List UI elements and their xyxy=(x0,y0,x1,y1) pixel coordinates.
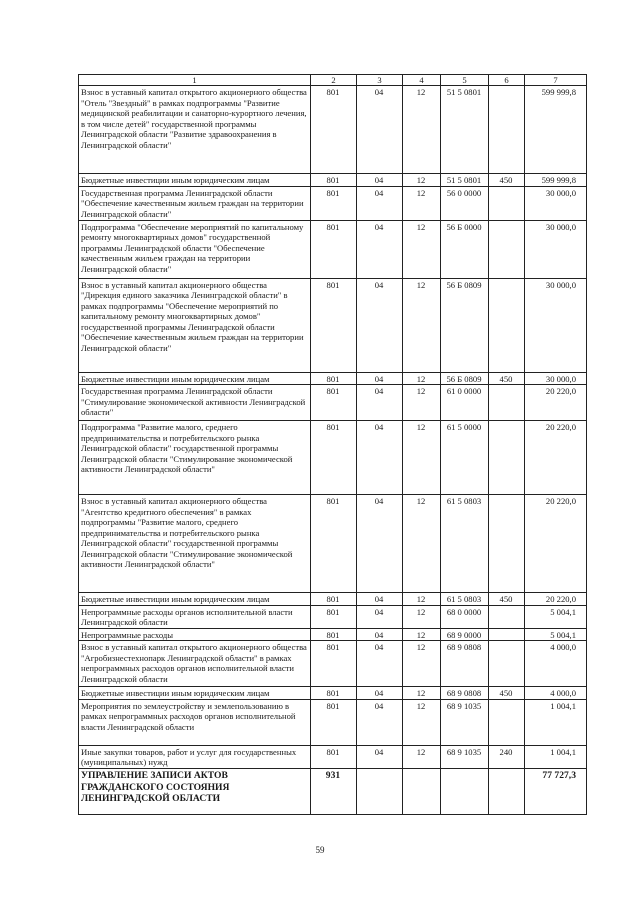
row-name-cell: Взнос в уставный капитал акционерного общества "Агентство кредитного обеспечения" в рамках подпрограммы "Развитие малого, среднего предпринимательства и потребительского рынка Ленинградской области" государственной программы Ленинградской области "Стимулирование экономической активности Ленинградской области" xyxy=(79,495,311,593)
row-col-7-cell: 30 000,0 xyxy=(525,278,587,372)
row-col-3-cell: 04 xyxy=(357,641,403,687)
row-col-4-cell: 12 xyxy=(403,641,441,687)
row-col-4-cell: 12 xyxy=(403,593,441,605)
row-name-cell: Государственная программа Ленинградской области "Обеспечение качественным жильем граждан на территории Ленинградской области" xyxy=(79,186,311,220)
row-col-6-cell xyxy=(489,641,525,687)
row-col-4-cell xyxy=(403,768,441,814)
row-col-5-cell: 51 5 0801 xyxy=(441,86,489,174)
row-col-6-cell xyxy=(489,186,525,220)
row-col-5-cell: 61 0 0000 xyxy=(441,385,489,421)
row-col-5-cell: 68 0 0000 xyxy=(441,605,489,628)
row-col-6-cell: 450 xyxy=(489,372,525,384)
row-col-3-cell: 04 xyxy=(357,495,403,593)
row-col-5-cell: 68 9 0808 xyxy=(441,687,489,699)
row-col-6-cell xyxy=(489,385,525,421)
row-col-5-cell: 56 Б 0809 xyxy=(441,372,489,384)
row-col-7-cell: 4 000,0 xyxy=(525,687,587,699)
row-col-7-cell: 30 000,0 xyxy=(525,186,587,220)
table-row xyxy=(79,495,587,593)
row-col-3-cell: 04 xyxy=(357,86,403,174)
row-col-6-cell xyxy=(489,220,525,278)
row-col-4-cell: 12 xyxy=(403,605,441,628)
row-col-4-cell: 12 xyxy=(403,174,441,186)
row-col-4-cell: 12 xyxy=(403,421,441,495)
row-col-2-cell: 931 xyxy=(311,768,357,814)
row-col-4-cell: 12 xyxy=(403,278,441,372)
table-row xyxy=(79,385,587,421)
row-col-4-cell: 12 xyxy=(403,699,441,745)
row-name-cell: Непрограммные расходы органов исполнительной власти Ленинградской области xyxy=(79,605,311,628)
row-col-7-cell: 4 000,0 xyxy=(525,641,587,687)
row-col-2-cell: 801 xyxy=(311,174,357,186)
row-col-6-cell xyxy=(489,605,525,628)
row-col-2-cell: 801 xyxy=(311,641,357,687)
row-col-5-cell: 61 5 0000 xyxy=(441,421,489,495)
row-col-3-cell: 04 xyxy=(357,220,403,278)
col-header-2: 2 xyxy=(311,75,357,86)
row-col-6-cell xyxy=(489,278,525,372)
row-col-7-cell: 1 004,1 xyxy=(525,699,587,745)
row-col-6-cell xyxy=(489,699,525,745)
row-col-4-cell: 12 xyxy=(403,745,441,768)
page-number: 59 xyxy=(315,845,325,855)
row-name-cell: Бюджетные инвестиции иным юридическим лицам xyxy=(79,372,311,384)
table-row xyxy=(79,745,587,768)
row-col-3-cell: 04 xyxy=(357,278,403,372)
row-col-5-cell: 61 5 0803 xyxy=(441,593,489,605)
row-col-3-cell: 04 xyxy=(357,745,403,768)
row-name-cell: УПРАВЛЕНИЕ ЗАПИСИ АКТОВ ГРАЖДАНСКОГО СОСТОЯНИЯ ЛЕНИНГРАДСКОЙ ОБЛАСТИ xyxy=(79,768,311,814)
row-col-7-cell: 30 000,0 xyxy=(525,372,587,384)
row-col-2-cell: 801 xyxy=(311,421,357,495)
table-row xyxy=(79,220,587,278)
row-name-cell: Подпрограмма "Обеспечение мероприятий по капитальному ремонту многоквартирных домов" государственной программы Ленинградской области "Обеспечение качественным жильем граждан на территории Ленинградской области" xyxy=(79,220,311,278)
row-col-5-cell: 61 5 0803 xyxy=(441,495,489,593)
row-col-2-cell: 801 xyxy=(311,699,357,745)
row-col-5-cell: 56 Б 0000 xyxy=(441,220,489,278)
col-header-7: 7 xyxy=(525,75,587,86)
row-col-6-cell xyxy=(489,628,525,640)
row-name-cell: Бюджетные инвестиции иным юридическим лицам xyxy=(79,593,311,605)
table-row xyxy=(79,186,587,220)
row-col-7-cell: 30 000,0 xyxy=(525,220,587,278)
row-name-cell: Мероприятия по землеустройству и землепользованию в рамках непрограммных расходов органов исполнительной власти Ленинградской области xyxy=(79,699,311,745)
row-col-2-cell: 801 xyxy=(311,605,357,628)
row-col-4-cell: 12 xyxy=(403,687,441,699)
row-col-5-cell: 56 0 0000 xyxy=(441,186,489,220)
row-col-6-cell xyxy=(489,768,525,814)
table-row xyxy=(79,641,587,687)
row-col-5-cell xyxy=(441,768,489,814)
row-name-cell: Взнос в уставный капитал открытого акционерного общества "Отель "Звездный" в рамках подпрограммы "Развитие медицинской реабилитации и санаторно-курортного лечения, в том числе детей" государственной программы Ленинградской области "Развитие здравоохранения в Ленинградской области" xyxy=(79,86,311,174)
row-col-3-cell: 04 xyxy=(357,605,403,628)
row-col-6-cell: 450 xyxy=(489,593,525,605)
row-col-3-cell: 04 xyxy=(357,372,403,384)
row-col-2-cell: 801 xyxy=(311,628,357,640)
row-col-3-cell: 04 xyxy=(357,628,403,640)
row-col-5-cell: 56 Б 0809 xyxy=(441,278,489,372)
row-col-7-cell: 5 004,1 xyxy=(525,628,587,640)
row-name-cell: Государственная программа Ленинградской области "Стимулирование экономической активности Ленинградской области" xyxy=(79,385,311,421)
row-col-5-cell: 68 9 0000 xyxy=(441,628,489,640)
row-col-2-cell: 801 xyxy=(311,687,357,699)
row-col-4-cell: 12 xyxy=(403,86,441,174)
row-col-2-cell: 801 xyxy=(311,372,357,384)
row-name-cell: Непрограммные расходы xyxy=(79,628,311,640)
table-row xyxy=(79,421,587,495)
row-col-5-cell: 68 9 0808 xyxy=(441,641,489,687)
row-col-2-cell: 801 xyxy=(311,220,357,278)
col-header-1: 1 xyxy=(79,75,311,86)
row-col-5-cell: 68 9 1035 xyxy=(441,699,489,745)
row-col-2-cell: 801 xyxy=(311,745,357,768)
col-header-4: 4 xyxy=(403,75,441,86)
row-col-4-cell: 12 xyxy=(403,220,441,278)
table-row xyxy=(79,605,587,628)
row-name-cell: Иные закупки товаров, работ и услуг для государственных (муниципальных) нужд xyxy=(79,745,311,768)
row-col-7-cell: 20 220,0 xyxy=(525,385,587,421)
row-col-6-cell xyxy=(489,86,525,174)
row-col-7-cell: 20 220,0 xyxy=(525,421,587,495)
row-col-3-cell xyxy=(357,768,403,814)
row-name-cell: Взнос в уставный капитал открытого акционерного общества "Агробизнестехнопарк Ленинградской области" в рамках непрограммных расходов органов исполнительной власти Ленинградской области xyxy=(79,641,311,687)
table-row xyxy=(79,278,587,372)
row-col-3-cell: 04 xyxy=(357,687,403,699)
row-name-cell: Подпрограмма "Развитие малого, среднего предпринимательства и потребительского рынка Ленинградской области" государственной программы Ленинградской области "Стимулирование экономической активности Ленинградской области" xyxy=(79,421,311,495)
row-col-4-cell: 12 xyxy=(403,495,441,593)
table-row xyxy=(79,687,587,699)
row-col-2-cell: 801 xyxy=(311,495,357,593)
row-col-7-cell: 599 999,8 xyxy=(525,174,587,186)
row-col-4-cell: 12 xyxy=(403,186,441,220)
row-col-4-cell: 12 xyxy=(403,385,441,421)
table-row xyxy=(79,593,587,605)
col-header-6: 6 xyxy=(489,75,525,86)
table-row xyxy=(79,372,587,384)
row-col-7-cell: 20 220,0 xyxy=(525,593,587,605)
row-col-7-cell: 20 220,0 xyxy=(525,495,587,593)
row-name-cell: Бюджетные инвестиции иным юридическим лицам xyxy=(79,687,311,699)
row-col-2-cell: 801 xyxy=(311,593,357,605)
col-header-5: 5 xyxy=(441,75,489,86)
row-col-6-cell xyxy=(489,495,525,593)
row-col-5-cell: 68 9 1035 xyxy=(441,745,489,768)
row-col-4-cell: 12 xyxy=(403,372,441,384)
row-col-3-cell: 04 xyxy=(357,421,403,495)
row-col-3-cell: 04 xyxy=(357,593,403,605)
row-col-3-cell: 04 xyxy=(357,699,403,745)
row-col-7-cell: 77 727,3 xyxy=(525,768,587,814)
table-row xyxy=(79,628,587,640)
row-col-6-cell: 450 xyxy=(489,687,525,699)
table-row xyxy=(79,86,587,174)
row-col-3-cell: 04 xyxy=(357,174,403,186)
row-col-2-cell: 801 xyxy=(311,385,357,421)
row-col-6-cell: 240 xyxy=(489,745,525,768)
header-row xyxy=(79,75,587,86)
table-body xyxy=(79,86,587,814)
row-col-3-cell: 04 xyxy=(357,186,403,220)
col-header-3: 3 xyxy=(357,75,403,86)
row-col-6-cell: 450 xyxy=(489,174,525,186)
row-col-7-cell: 599 999,8 xyxy=(525,86,587,174)
table-row xyxy=(79,174,587,186)
row-col-7-cell: 5 004,1 xyxy=(525,605,587,628)
row-col-2-cell: 801 xyxy=(311,278,357,372)
table-row xyxy=(79,699,587,745)
row-col-7-cell: 1 004,1 xyxy=(525,745,587,768)
row-col-6-cell xyxy=(489,421,525,495)
row-name-cell: Взнос в уставный капитал акционерного общества "Дирекция единого заказчика Ленинградской области" в рамках подпрограммы "Обеспечение мероприятий по капитальному ремонту многоквартирных домов" государственной программы Ленинградской области "Обеспечение качественным жильем граждан на территории Ленинградской области" xyxy=(79,278,311,372)
row-col-3-cell: 04 xyxy=(357,385,403,421)
table-row xyxy=(79,768,587,814)
budget-table xyxy=(78,74,587,815)
row-name-cell: Бюджетные инвестиции иным юридическим лицам xyxy=(79,174,311,186)
row-col-2-cell: 801 xyxy=(311,86,357,174)
row-col-5-cell: 51 5 0801 xyxy=(441,174,489,186)
row-col-2-cell: 801 xyxy=(311,186,357,220)
row-col-4-cell: 12 xyxy=(403,628,441,640)
